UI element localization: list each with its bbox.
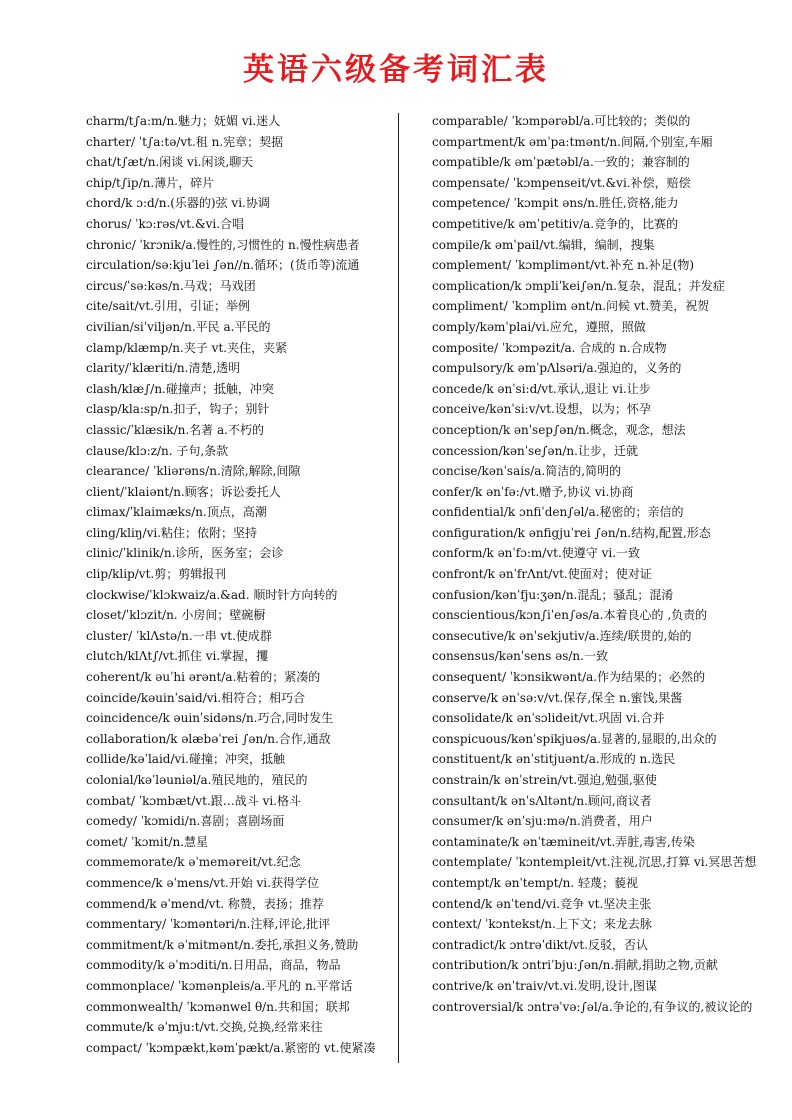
vocab-entry: commute/k əˈmju:t/vt.交换,兑换,经常来往	[86, 1020, 323, 1035]
vocab-entry: controversial/k ɔntrəˈvə:∫əl/a.争论的,有争议的,被议论的	[432, 999, 753, 1014]
vocab-entry: consolidate/k ənˈsɔlideit/vt.巩固 vi.合并	[432, 711, 665, 726]
vocab-entry: comparable/ ˈkɔmpərəbl/a.可比较的；类似的	[432, 114, 691, 128]
vocab-entry: clutch/klΛt∫/vt.抓住 vi.掌握，攫	[86, 649, 269, 664]
vocab-entry: charter/ ˈt∫a:tə/vt.租 n.宪章；契据	[86, 134, 284, 149]
vocab-entry: consumer/k ənˈsju:mə/n.消费者，用户	[432, 814, 653, 829]
vocab-entry: confidential/k ɔnfiˈden∫əl/a.秘密的；亲信的	[432, 505, 684, 520]
vocab-entry: clinic/ˈklinik/n.诊所，医务室；会诊	[86, 546, 284, 561]
vocab-entry: competence/ ˈkɔmpit əns/n.胜任,资格,能力	[432, 196, 679, 211]
vocab-entry: conscientious/kɔn∫iˈen∫əs/a.本着良心的 ,负责的	[432, 608, 708, 623]
vocab-entry: concede/k ənˈsi:d/vt.承认,退让 vi.让步	[432, 381, 651, 396]
vocab-entry: colonial/kəˈləuniəl/a.殖民地的，殖民的	[86, 773, 308, 787]
vocab-entry: concise/kənˈsais/a.简洁的,简明的	[432, 464, 622, 479]
vocab-entry: client/ˈklaiənt/n.顾客；诉讼委托人	[86, 484, 281, 499]
vocab-entry: collaboration/k əlæbəˈrei ∫ən/n.合作,通敌	[86, 731, 331, 746]
vocab-entry: conserve/k ənˈsə:v/vt.保存,保全 n.蜜饯,果酱	[432, 690, 683, 705]
vocab-entry: chorus/ ˈkɔ:rəs/vt.&vi.合唱	[86, 216, 245, 231]
vocab-entry: contemplate/ ˈkɔntempleit/vt.注视,沉思,打算 vi.冥思苦想	[432, 855, 757, 870]
vocab-entry: commentary/ ˈkɔməntəri/n.注释,评论,批评	[86, 917, 331, 932]
vocab-entry: complication/k ɔmpliˈkei∫ən/n.复杂，混乱；并发症	[432, 278, 725, 293]
vocab-entry: civilian/siˈviljən/n.平民 a.平民的	[86, 319, 271, 334]
vocab-entry: competitive/k əmˈpetitiv/a.竞争的，比赛的	[432, 216, 679, 231]
vocab-entry: compartment/k əmˈpa:tmənt/n.间隔,个别室,车厢	[432, 134, 713, 149]
vocab-entry: classic/ˈklæsik/n.名著 a.不朽的	[86, 422, 264, 437]
vocab-entry: concession/kənˈse∫ən/n.让步，迁就	[432, 443, 638, 458]
left-column	[86, 111, 391, 1058]
vocab-entry: commodity/k əˈmɔditi/n.日用品，商品，物品	[86, 958, 341, 973]
vocab-entry: climax/ˈklaimæks/n.顶点，高潮	[86, 505, 267, 520]
vocab-entry: contradict/k ɔntrəˈdikt/vt.反驳，否认	[432, 937, 649, 952]
vocab-entry: compulsory/k əmˈpΛlsəri/a.强迫的，义务的	[432, 361, 682, 376]
vocab-entry: commend/k əˈmend/vt. 称赞，表扬；推荐	[86, 896, 324, 911]
vocab-entry: commitment/k əˈmitmənt/n.委托,承担义务,赞助	[86, 937, 359, 952]
vocab-entry: compact/ ˈkɔmpækt,kəmˈpækt/a.紧密的 vt.使紧凑	[86, 1040, 376, 1055]
page-title: 英语六级备考词汇表	[243, 52, 549, 88]
vocab-entry: closet/ˈklɔzit/n. 小房间；壁碗橱	[86, 608, 266, 623]
vocab-entry: combat/ ˈkɔmbæt/vt.跟…战斗 vi.格斗	[86, 793, 301, 808]
vocab-entry: comedy/ ˈkɔmidi/n.喜剧；喜剧场面	[86, 814, 285, 829]
vocab-entry: clasp/kla:sp/n.扣子，钩子；别针	[86, 402, 270, 417]
vocab-entry: circus/ˈsə:kəs/n.马戏；马戏团	[86, 278, 256, 293]
vocab-entry: clearance/ ˈkliərəns/n.清除,解除,间隙	[86, 464, 301, 479]
vocab-entry: composite/ ˈkɔmpəzit/a. 合成的 n.合成物	[432, 340, 667, 355]
vocab-entry: commemorate/k əˈmeməreit/vt.纪念	[86, 855, 301, 870]
vocab-entry: confront/k ənˈfrΛnt/vt.使面对；使对证	[432, 567, 652, 582]
vocab-entry: clip/klip/vt.剪；剪辑报刊	[86, 567, 227, 582]
vocab-entry: coherent/k əuˈhi ərənt/a.粘着的；紧凑的	[86, 670, 321, 685]
vocab-entry: context/ ˈkɔntekst/n.上下文；来龙去脉	[432, 917, 652, 932]
vocab-entry: consensus/kənˈsens əs/n.一致	[432, 649, 608, 664]
vocab-entry: contribution/k ɔntriˈbju:∫ən/n.捐献,捐助之物,贡献	[432, 958, 718, 973]
vocab-entry: commence/k əˈmens/vt.开始 vi.获得学位	[86, 875, 319, 890]
vocab-entry: commonwealth/ ˈkɔmənwel θ/n.共和国；联邦	[86, 999, 350, 1014]
vocab-entry: conceive/kənˈsi:v/vt.设想，以为；怀孕	[432, 402, 651, 417]
vocab-entry: confer/k ənˈfə:/vt.赠予,协议 vi.协商	[432, 484, 634, 499]
vocab-entry: charm/t∫a:m/n.魅力；妩媚 vi.迷人	[86, 114, 281, 128]
vocab-entry: configuration/k ənfigjuˈrei ∫ən/n.结构,配置,形态	[432, 525, 711, 540]
vocab-entry: contend/k ənˈtend/vi.竞争 vt.坚决主张	[432, 896, 652, 911]
vocab-entry: chord/k ɔ:d/n.(乐器的)弦 vi.协调	[86, 196, 270, 211]
vocab-entry: compensate/ ˈkɔmpenseit/vt.&vi.补偿，赔偿	[432, 175, 691, 190]
vocab-entry: cite/sait/vt.引用，引证；举例	[86, 299, 250, 314]
column-divider	[398, 113, 399, 1063]
vocab-entry: consecutive/k ənˈsekjutiv/a.连续/联贯的,始的	[432, 628, 692, 643]
vocab-entry: conform/k ənˈfɔ:m/vt.使遵守 vi.一致	[432, 546, 641, 561]
vocab-entry: clamp/klæmp/n.夹子 vt.夹住，夹紧	[86, 340, 288, 355]
vocab-entry: cluster/ ˈklΛstə/n.一串 vt.使成群	[86, 628, 272, 643]
vocab-entry: conception/k ənˈsep∫ən/n.概念，观念，想法	[432, 422, 686, 437]
vocab-entry: clarity/ˈklæriti/n.清楚,透明	[86, 361, 241, 376]
vocab-entry: compatible/k əmˈpætəbl/a.一致的；兼容制的	[432, 155, 690, 170]
vocab-entry: circulation/sə:kjuˈlei ∫ən//n.循环；(货币等)流通	[86, 258, 360, 273]
vocab-entry: clash/klæ∫/n.碰撞声；抵触，冲突	[86, 381, 274, 396]
vocab-entry: collide/kəˈlaid/vi.碰撞；冲突，抵触	[86, 752, 285, 767]
vocab-entry: consultant/k ənˈsΛltənt/n.顾问,商议者	[432, 793, 652, 808]
vocab-entry: compliment/ ˈkɔmplim ənt/n.问候 vt.赞美，祝贺	[432, 299, 710, 314]
vocab-entry: coincidence/k əuinˈsidəns/n.巧合,同时发生	[86, 711, 334, 726]
vocab-entry: coincide/kəuinˈsaid/vi.相符合；相巧合	[86, 690, 306, 705]
vocab-entry: compile/k əmˈpail/vt.编辑，编制，搜集	[432, 237, 655, 252]
vocab-entry: comet/ ˈkɔmit/n.慧星	[86, 834, 209, 849]
vocab-entry: contrive/k ənˈtraiv/vt.vi.发明,设计,图谋	[432, 978, 658, 993]
vocab-entry: clause/klɔ:z/n. 子句,条款	[86, 443, 229, 458]
vocab-entry: comply/kəmˈplai/vi.应允，遵照，照做	[432, 319, 646, 334]
vocab-entry: complement/ ˈkɔmplimənt/vt.补充 n.补足(物)	[432, 258, 695, 273]
vocab-entry: confusion/kənˈfju:ʒən/n.混乱；骚乱；混淆	[432, 587, 674, 602]
vocab-entry: chip/t∫ip/n.薄片，碎片	[86, 175, 215, 190]
vocab-entry: chat/t∫æt/n.闲谈 vi.闲谈,聊天	[86, 155, 254, 170]
vocab-entry: chronic/ ˈkrɔnik/a.慢性的,习惯性的 n.慢性病患者	[86, 237, 360, 252]
vocab-entry: contaminate/k ənˈtæmineit/vt.弄脏,毒害,传染	[432, 834, 695, 849]
right-column	[432, 111, 777, 1017]
vocab-entry: contempt/k ənˈtempt/n. 轻蔑；藐视	[432, 875, 638, 890]
vocab-entry: clockwise/ˈklɔkwaiz/a.&ad. 顺时针方向转的	[86, 587, 338, 602]
vocab-entry: constrain/k ənˈstrein/vt.强迫,勉强,驱使	[432, 773, 657, 787]
vocab-entry: commonplace/ ˈkɔmənpleis/a.平凡的 n.平常话	[86, 978, 353, 993]
vocab-entry: constituent/k ənˈstitjuənt/a.形成的 n.选民	[432, 752, 676, 767]
vocab-entry: cling/kliŋ/vi.粘住；依附；坚持	[86, 525, 258, 540]
vocab-entry: conspicuous/kənˈspikjuəs/a.显著的,显眼的,出众的	[432, 731, 717, 746]
vocab-entry: consequent/ ˈkɔnsikwənt/a.作为结果的；必然的	[432, 670, 706, 685]
